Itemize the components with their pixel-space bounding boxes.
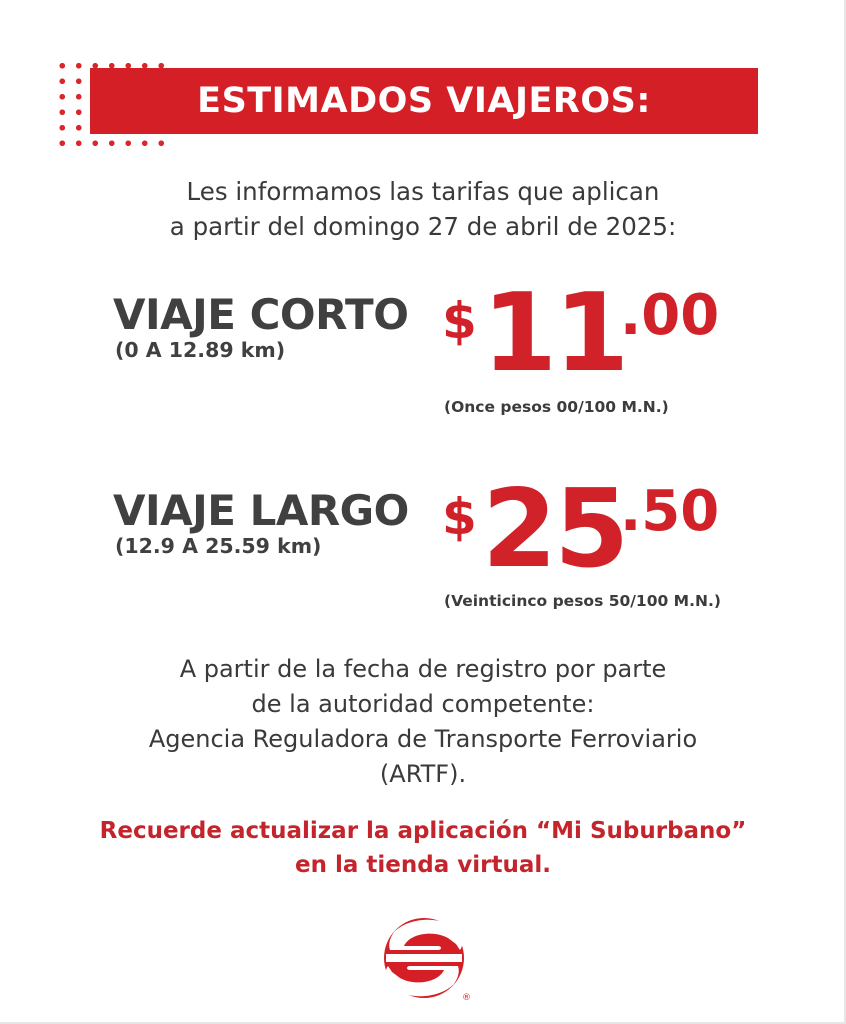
app-update-reminder bbox=[0, 814, 846, 882]
fare-short-words: (Once pesos 00/100 M.N.) bbox=[444, 398, 669, 416]
fare-short-decimal: .00 bbox=[620, 283, 720, 348]
intro-line-1: Les informamos las tarifas que aplican bbox=[186, 177, 660, 206]
registered-mark: ® bbox=[462, 993, 471, 1003]
fare-long-price bbox=[442, 467, 742, 594]
fare-long-range: (12.9 A 25.59 km) bbox=[115, 534, 322, 558]
fare-long-integer: 25 bbox=[482, 467, 627, 592]
header-banner bbox=[90, 68, 758, 134]
notice-line-2: de la autoridad competente: bbox=[251, 690, 595, 718]
fare-long-decimal: .50 bbox=[620, 479, 720, 544]
fare-short-integer: 11 bbox=[482, 271, 627, 396]
suburbano-logo-icon bbox=[382, 916, 471, 1003]
fare-short-name: VIAJE CORTO bbox=[113, 290, 409, 339]
reminder-line-2: en la tienda virtual. bbox=[295, 852, 551, 878]
fare-short-range: (0 A 12.89 km) bbox=[115, 338, 286, 362]
notice-line-4: (ARTF). bbox=[379, 760, 467, 788]
fare-long-currency: $ bbox=[442, 488, 477, 546]
fare-short-label bbox=[113, 292, 408, 362]
intro-line-2: a partir del domingo 27 de abril de 2025: bbox=[169, 212, 677, 241]
intro-text bbox=[0, 174, 846, 244]
reminder-line-1: Recuerde actualizar la aplicación “Mi Suburbano” bbox=[99, 818, 747, 844]
notice-line-3: Agencia Reguladora de Transporte Ferroviario bbox=[148, 725, 698, 753]
fare-short-currency: $ bbox=[442, 292, 477, 350]
banner-title: ESTIMADOS VIAJEROS: bbox=[197, 81, 651, 121]
fare-short-price bbox=[442, 271, 742, 398]
fare-long-label bbox=[113, 488, 409, 558]
fare-long-name: VIAJE LARGO bbox=[113, 486, 409, 535]
registration-notice bbox=[0, 652, 846, 792]
notice-line-1: A partir de la fecha de registro por parte bbox=[179, 655, 667, 683]
fare-long-words: (Veinticinco pesos 50/100 M.N.) bbox=[444, 592, 721, 610]
